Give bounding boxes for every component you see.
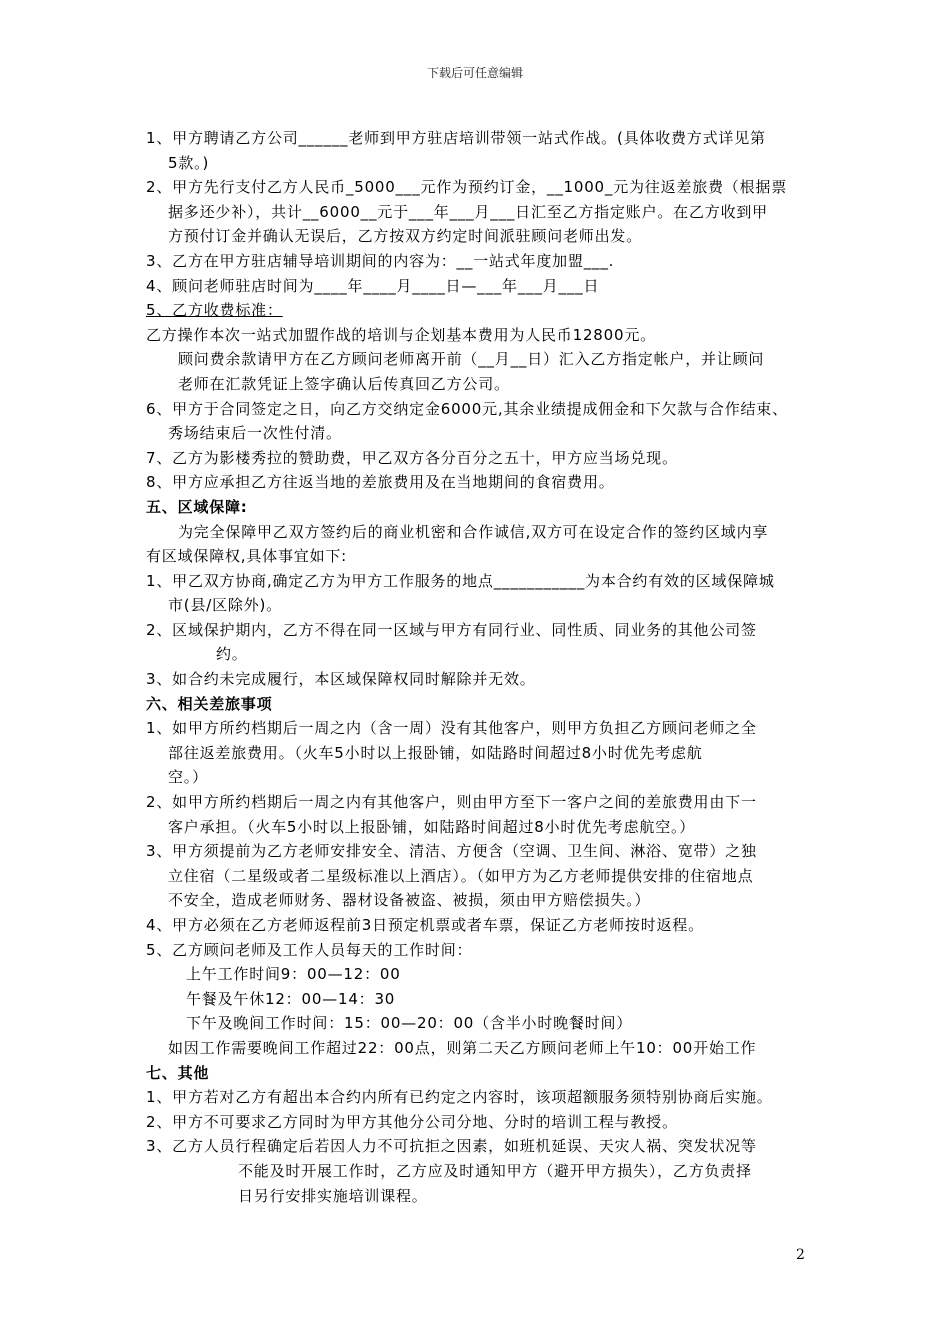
text-line: 市(县/区除外)。 — [168, 596, 282, 615]
text-line: 3、乙方在甲方驻店辅导培训期间的内容为：__一站式年度加盟___. — [146, 251, 615, 270]
page-header: 下载后可任意编辑 — [426, 66, 523, 80]
text-line: 午餐及午休12：00—14：30 — [186, 989, 396, 1008]
text-line: 不安全，造成老师财务、器材设备被盗、被损，须由甲方赔偿损失。） — [168, 891, 651, 910]
text-line: 3、乙方人员行程确定后若因人力不可抗拒之因素，如班机延误、天灾人祸、突发状况等 — [146, 1137, 757, 1156]
text-line: 8、甲方应承担乙方往返当地的差旅费用及在当地期间的食宿费用。 — [146, 473, 615, 492]
text-line: 下午及晚间工作时间：15：00—20：00（含半小时晚餐时间） — [186, 1014, 633, 1033]
text-line: 3、甲方须提前为乙方老师安排安全、清洁、方便含（空调、卫生间、淋浴、宽带）之独 — [146, 842, 757, 861]
text-line: 老师在汇款凭证上签字确认后传真回乙方公司。 — [178, 374, 510, 393]
text-line: 6、甲方于合同签定之日，向乙方交纳定金6000元,其余业绩提成佣金和下欠款与合作结束、 — [146, 399, 788, 418]
text-line: 2、甲方不可要求乙方同时为甲方其他分公司分地、分时的培训工程与教授。 — [146, 1112, 678, 1131]
text-line: 2、甲方先行支付乙方人民币_5000___元作为预约订金，__1000_元为往返差旅费（根据票 — [146, 178, 787, 197]
text-line: 有区域保障权,具体事宜如下: — [146, 547, 348, 566]
page-number: 2 — [796, 1247, 805, 1263]
text-line: 约。 — [216, 645, 248, 664]
text-line: 如因工作需要晚间工作超过22：00点，则第二天乙方顾问老师上午10：00开始工作 — [168, 1038, 757, 1057]
text-line: 秀场结束后一次性付清。 — [168, 424, 342, 443]
document-body — [146, 126, 810, 1208]
text-line: 1、甲方聘请乙方公司______老师到甲方驻店培训带领一站式作战。(具体收费方式详见第 — [146, 129, 766, 147]
text-line: 4、甲方必须在乙方老师返程前3日预定机票或者车票，保证乙方老师按时返程。 — [146, 916, 704, 934]
text-line: 乙方操作本次一站式加盟作战的培训与企划基本费用为人民币12800元。 — [146, 325, 656, 344]
text-line: 客户承担。（火车5小时以上报卧铺，如陆路时间超过8小时优先考虑航空。） — [168, 817, 696, 836]
text-line: 4、顾问老师驻店时间为____年____月____日—___年___月___日 — [146, 276, 600, 295]
text-line: 1、甲方若对乙方有超出本合约内所有已约定之内容时，该项超额服务须特别协商后实施。 — [146, 1088, 773, 1107]
text-line: 据多还少补），共计__6000__元于___年___月___日汇至乙方指定账户。在乙方收到甲 — [168, 202, 768, 221]
text-line: 上午工作时间9：00—12：00 — [186, 965, 401, 984]
text-line: 六、相关差旅事项 — [146, 694, 273, 713]
text-line: 方预付订金并确认无误后，乙方按双方约定时间派驻顾问老师出发。 — [168, 227, 643, 246]
text-line: 2、如甲方所约档期后一周之内有其他客户，则由甲方至下一客户之间的差旅费用由下一 — [146, 793, 757, 812]
text-line: 立住宿（二星级或者二星级标准以上酒店）。（如甲方为乙方老师提供安排的住宿地点 — [168, 866, 754, 885]
text-line: 5款。) — [168, 153, 210, 172]
text-line: 为完全保障甲乙双方签约后的商业机密和合作诚信,双方可在设定合作的签约区域内享 — [178, 522, 769, 541]
text-line: 5、乙方顾问老师及工作人员每天的工作时间： — [146, 940, 473, 959]
text-line: 3、如合约未完成履行，本区域保障权同时解除并无效。 — [146, 670, 536, 689]
text-line: 2、区域保护期内，乙方不得在同一区域与甲方有同行业、同性质、同业务的其他公司签 — [146, 620, 757, 639]
text-line: 不能及时开展工作时，乙方应及时通知甲方（避开甲方损失），乙方负责择 — [238, 1161, 752, 1180]
text-line: 日另行安排实施培训课程。 — [238, 1186, 428, 1205]
text-line: 部往返差旅费用。（火车5小时以上报卧铺，如陆路时间超过8小时优先考虑航 — [168, 743, 703, 762]
text-line: 顾问费余款请甲方在乙方顾问老师离开前（__月__日）汇入乙方指定帐户，并让顾问 — [178, 350, 765, 369]
text-line: 七、其他 — [146, 1063, 210, 1082]
text-line: 1、甲乙双方协商,确定乙方为甲方工作服务的地点___________为本合约有效的区域保障城 — [146, 571, 775, 590]
text-line: 1、如甲方所约档期后一周之内（含一周）没有其他客户，则甲方负担乙方顾问老师之全 — [146, 719, 757, 738]
text-line: 五、区域保障: — [146, 497, 248, 516]
text-line: 空。） — [168, 768, 208, 787]
text-line: 5、乙方收费标准： — [146, 301, 283, 320]
text-line: 7、乙方为影楼秀拉的赞助费，甲乙双方各分百分之五十，甲方应当场兑现。 — [146, 448, 678, 467]
